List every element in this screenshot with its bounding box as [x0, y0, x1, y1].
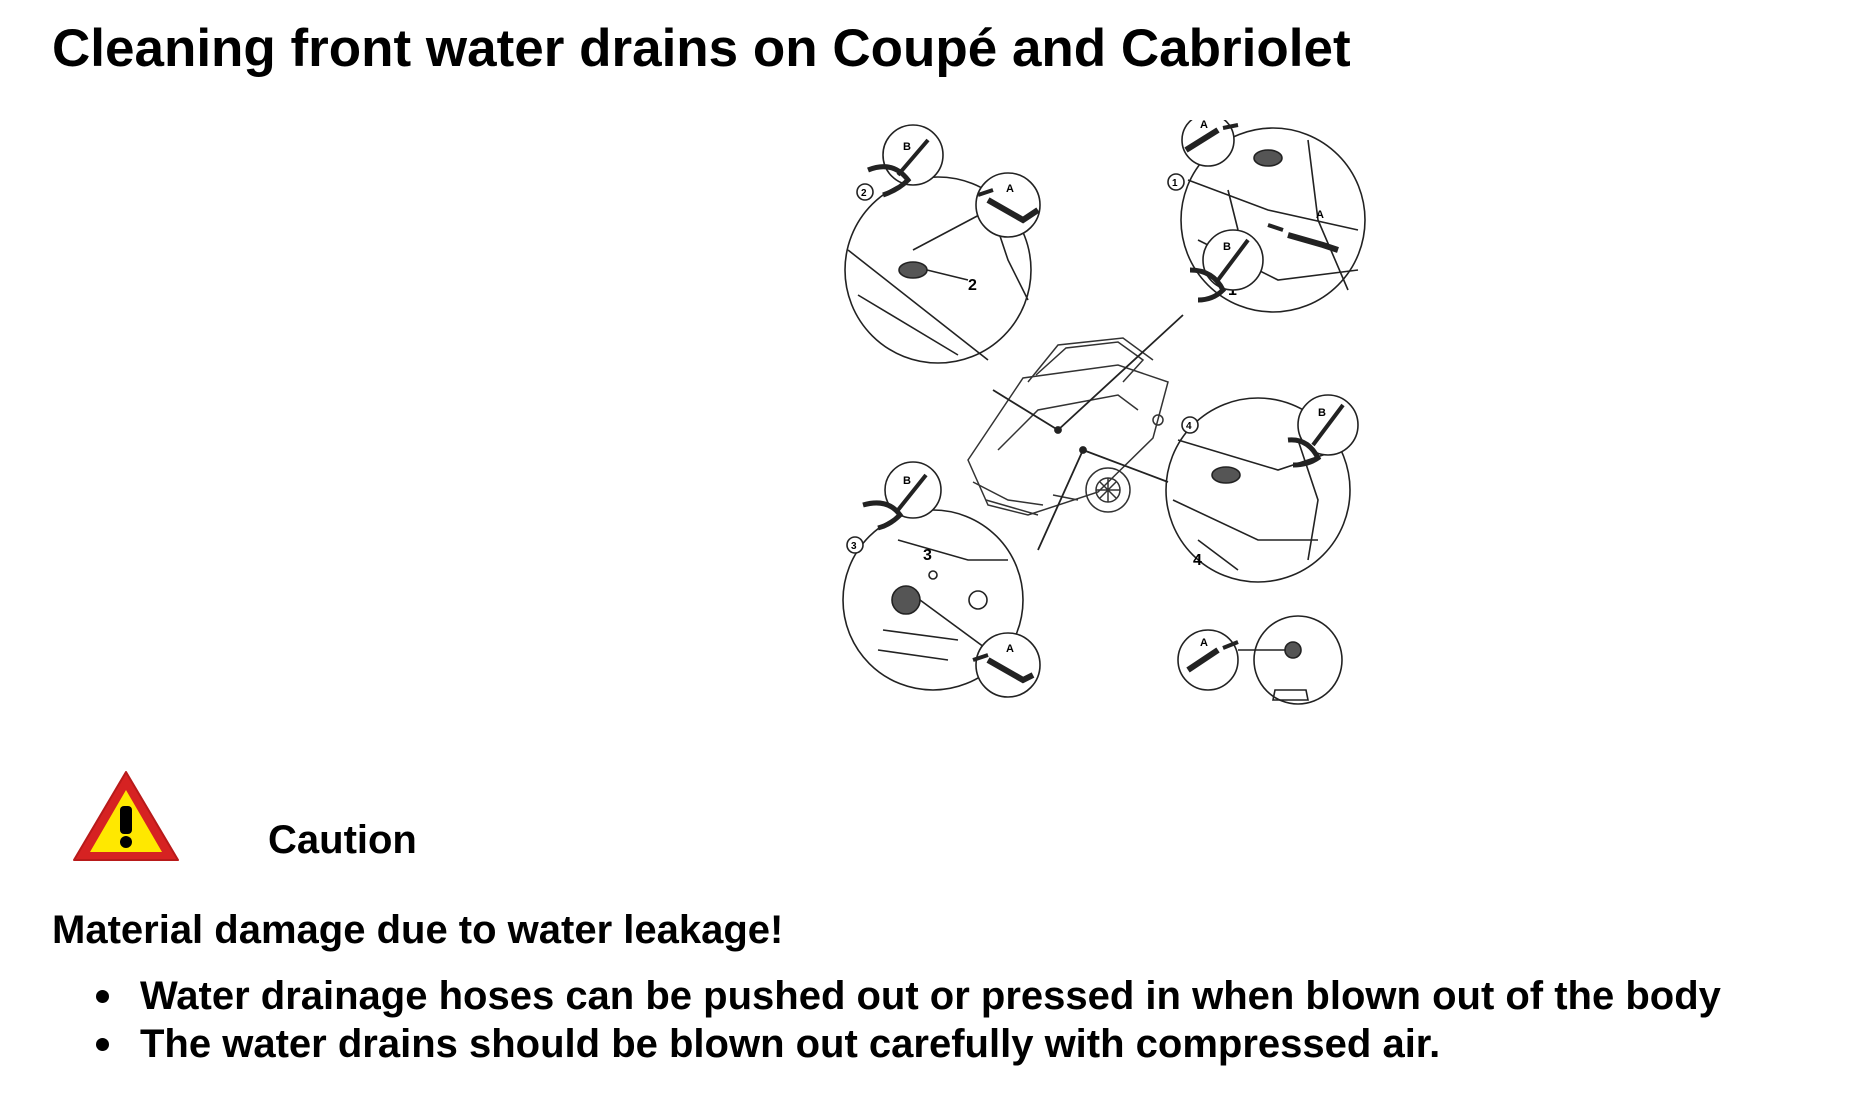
car-illustration — [968, 338, 1168, 515]
detail-tool-b-4 — [1288, 395, 1358, 465]
circle-label-1: 1 — [1172, 178, 1178, 189]
detail-tool-a-4 — [1178, 616, 1342, 704]
svg-text:B: B — [1223, 241, 1231, 253]
svg-text:B: B — [903, 141, 911, 153]
svg-text:B: B — [1318, 407, 1326, 419]
detail-tool-b-1 — [1190, 230, 1263, 300]
drain-label-2: 2 — [968, 277, 977, 294]
list-item-text: The water drains should be blown out carefully with compressed air. — [140, 1022, 1441, 1066]
detail-tool-a-2 — [976, 173, 1040, 237]
svg-text:A: A — [1200, 637, 1208, 649]
list-item — [90, 972, 1721, 1020]
svg-text:A: A — [1316, 209, 1324, 221]
bullet-dot — [96, 990, 109, 1003]
caution-label: Caution — [268, 818, 417, 862]
drain-label-4: 4 — [1193, 552, 1202, 569]
drain-label-3: 3 — [923, 547, 932, 564]
warning-heading: Material damage due to water leakage! — [52, 908, 784, 952]
circle-label-2: 2 — [861, 188, 867, 199]
detail-tool-b-2 — [857, 125, 943, 200]
warning-list — [90, 972, 1721, 1068]
detail-tool-b-3 — [847, 462, 941, 553]
detail-tool-a-1-side — [1268, 209, 1338, 250]
detail-tool-a-1-top — [1168, 120, 1282, 190]
svg-text:B: B — [903, 475, 911, 487]
svg-text:A: A — [1006, 183, 1014, 195]
bullet-dot — [96, 1038, 109, 1051]
page-title: Cleaning front water drains on Coupé and Cabriolet — [52, 19, 1351, 78]
list-item — [90, 1020, 1721, 1068]
warning-triangle-icon — [70, 766, 182, 866]
circle-label-4: 4 — [1186, 421, 1192, 432]
svg-text:A: A — [1200, 120, 1208, 131]
svg-text:A: A — [1006, 643, 1014, 655]
water-drain-diagram — [838, 120, 1398, 740]
list-item-text: Water drainage hoses can be pushed out or pressed in when blown out of the body — [140, 974, 1721, 1018]
detail-tool-a-3 — [973, 633, 1040, 697]
circle-label-3: 3 — [851, 541, 857, 552]
